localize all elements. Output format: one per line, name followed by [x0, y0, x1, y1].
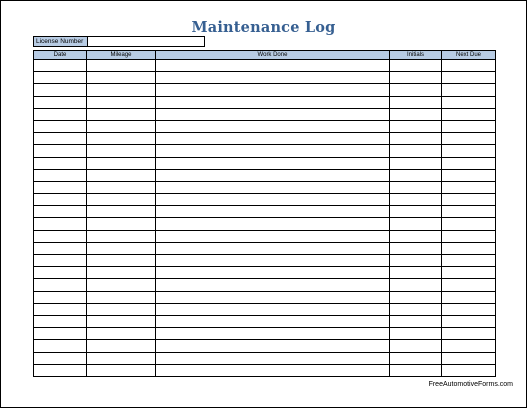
form-title: Maintenance Log	[191, 19, 336, 36]
cell-mileage[interactable]	[87, 303, 156, 315]
cell-work-done[interactable]	[156, 267, 390, 279]
cell-mileage[interactable]	[87, 218, 156, 230]
cell-work-done[interactable]	[156, 145, 390, 157]
cell-date[interactable]	[34, 218, 87, 230]
cell-initials[interactable]	[390, 279, 442, 291]
cell-work-done[interactable]	[156, 72, 390, 84]
cell-mileage[interactable]	[87, 267, 156, 279]
table-row	[34, 303, 496, 315]
cell-next-due[interactable]	[442, 340, 496, 352]
license-number-field[interactable]	[87, 36, 205, 47]
cell-next-due[interactable]	[442, 96, 496, 108]
column-header-mileage: Mileage	[87, 51, 156, 60]
cell-next-due[interactable]	[442, 181, 496, 193]
cell-work-done[interactable]	[156, 255, 390, 267]
table-row	[34, 60, 496, 72]
cell-next-due[interactable]	[442, 133, 496, 145]
cell-mileage[interactable]	[87, 169, 156, 181]
table-row	[34, 315, 496, 327]
cell-work-done[interactable]	[156, 315, 390, 327]
column-header-date: Date	[34, 51, 87, 60]
table-row	[34, 108, 496, 120]
cell-date[interactable]	[34, 267, 87, 279]
table-header-row	[34, 51, 496, 60]
table-row	[34, 181, 496, 193]
table-row	[34, 255, 496, 267]
table-row	[34, 267, 496, 279]
cell-mileage[interactable]	[87, 255, 156, 267]
cell-mileage[interactable]	[87, 328, 156, 340]
cell-date[interactable]	[34, 72, 87, 84]
cell-work-done[interactable]	[156, 133, 390, 145]
cell-date[interactable]	[34, 60, 87, 72]
cell-work-done[interactable]	[156, 352, 390, 364]
cell-initials[interactable]	[390, 194, 442, 206]
cell-mileage[interactable]	[87, 181, 156, 193]
cell-next-due[interactable]	[442, 157, 496, 169]
cell-date[interactable]	[34, 206, 87, 218]
cell-next-due[interactable]	[442, 145, 496, 157]
footer-website: FreeAutomotiveForms.com	[428, 381, 513, 388]
cell-work-done[interactable]	[156, 108, 390, 120]
table-row	[34, 218, 496, 230]
cell-work-done[interactable]	[156, 169, 390, 181]
cell-date[interactable]	[34, 169, 87, 181]
cell-initials[interactable]	[390, 108, 442, 120]
cell-next-due[interactable]	[442, 194, 496, 206]
cell-mileage[interactable]	[87, 133, 156, 145]
cell-date[interactable]	[34, 230, 87, 242]
cell-work-done[interactable]	[156, 230, 390, 242]
cell-work-done[interactable]	[156, 364, 390, 376]
cell-next-due[interactable]	[442, 315, 496, 327]
table-row	[34, 84, 496, 96]
cell-date[interactable]	[34, 303, 87, 315]
cell-next-due[interactable]	[442, 328, 496, 340]
cell-initials[interactable]	[390, 206, 442, 218]
table-row	[34, 206, 496, 218]
cell-initials[interactable]	[390, 364, 442, 376]
cell-initials[interactable]	[390, 84, 442, 96]
cell-mileage[interactable]	[87, 291, 156, 303]
table-row	[34, 96, 496, 108]
cell-mileage[interactable]	[87, 145, 156, 157]
cell-mileage[interactable]	[87, 60, 156, 72]
cell-mileage[interactable]	[87, 352, 156, 364]
cell-date[interactable]	[34, 340, 87, 352]
cell-work-done[interactable]	[156, 328, 390, 340]
cell-date[interactable]	[34, 328, 87, 340]
table-row	[34, 145, 496, 157]
cell-work-done[interactable]	[156, 242, 390, 254]
license-number-label: License Number	[33, 36, 89, 47]
cell-next-due[interactable]	[442, 291, 496, 303]
cell-work-done[interactable]	[156, 96, 390, 108]
cell-next-due[interactable]	[442, 242, 496, 254]
cell-mileage[interactable]	[87, 96, 156, 108]
table-row	[34, 352, 496, 364]
maintenance-log-table	[33, 50, 496, 377]
table-row	[34, 72, 496, 84]
cell-mileage[interactable]	[87, 242, 156, 254]
cell-work-done[interactable]	[156, 340, 390, 352]
table-row	[34, 230, 496, 242]
cell-date[interactable]	[34, 364, 87, 376]
table-row	[34, 340, 496, 352]
cell-work-done[interactable]	[156, 218, 390, 230]
column-header-initials: Initials	[390, 51, 442, 60]
cell-work-done[interactable]	[156, 303, 390, 315]
cell-date[interactable]	[34, 96, 87, 108]
cell-initials[interactable]	[390, 267, 442, 279]
cell-next-due[interactable]	[442, 206, 496, 218]
cell-initials[interactable]	[390, 72, 442, 84]
cell-next-due[interactable]	[442, 230, 496, 242]
cell-initials[interactable]	[390, 157, 442, 169]
cell-work-done[interactable]	[156, 206, 390, 218]
cell-date[interactable]	[34, 120, 87, 132]
cell-mileage[interactable]	[87, 315, 156, 327]
cell-mileage[interactable]	[87, 108, 156, 120]
table-row	[34, 242, 496, 254]
table-row	[34, 194, 496, 206]
cell-mileage[interactable]	[87, 279, 156, 291]
cell-initials[interactable]	[390, 291, 442, 303]
cell-initials[interactable]	[390, 133, 442, 145]
cell-initials[interactable]	[390, 315, 442, 327]
cell-initials[interactable]	[390, 328, 442, 340]
cell-date[interactable]	[34, 291, 87, 303]
table-row	[34, 120, 496, 132]
cell-initials[interactable]	[390, 242, 442, 254]
cell-date[interactable]	[34, 84, 87, 96]
cell-date[interactable]	[34, 279, 87, 291]
cell-next-due[interactable]	[442, 169, 496, 181]
cell-mileage[interactable]	[87, 84, 156, 96]
cell-date[interactable]	[34, 157, 87, 169]
cell-mileage[interactable]	[87, 230, 156, 242]
cell-next-due[interactable]	[442, 303, 496, 315]
cell-work-done[interactable]	[156, 84, 390, 96]
cell-date[interactable]	[34, 133, 87, 145]
cell-date[interactable]	[34, 194, 87, 206]
cell-next-due[interactable]	[442, 120, 496, 132]
cell-next-due[interactable]	[442, 60, 496, 72]
cell-initials[interactable]	[390, 96, 442, 108]
cell-mileage[interactable]	[87, 364, 156, 376]
cell-initials[interactable]	[390, 303, 442, 315]
cell-date[interactable]	[34, 242, 87, 254]
cell-mileage[interactable]	[87, 72, 156, 84]
cell-mileage[interactable]	[87, 194, 156, 206]
table-row	[34, 169, 496, 181]
cell-date[interactable]	[34, 352, 87, 364]
cell-initials[interactable]	[390, 218, 442, 230]
cell-date[interactable]	[34, 255, 87, 267]
table-row	[34, 291, 496, 303]
table-row	[34, 157, 496, 169]
table-row	[34, 328, 496, 340]
cell-next-due[interactable]	[442, 218, 496, 230]
cell-next-due[interactable]	[442, 255, 496, 267]
table-row	[34, 133, 496, 145]
cell-mileage[interactable]	[87, 340, 156, 352]
cell-work-done[interactable]	[156, 120, 390, 132]
cell-date[interactable]	[34, 181, 87, 193]
cell-initials[interactable]	[390, 340, 442, 352]
cell-work-done[interactable]	[156, 279, 390, 291]
column-header-work-done: Work Done	[156, 51, 390, 60]
cell-mileage[interactable]	[87, 120, 156, 132]
cell-work-done[interactable]	[156, 60, 390, 72]
cell-next-due[interactable]	[442, 352, 496, 364]
cell-initials[interactable]	[390, 120, 442, 132]
cell-next-due[interactable]	[442, 108, 496, 120]
column-header-next-due: Next Due	[442, 51, 496, 60]
cell-mileage[interactable]	[87, 206, 156, 218]
cell-work-done[interactable]	[156, 157, 390, 169]
cell-next-due[interactable]	[442, 84, 496, 96]
cell-next-due[interactable]	[442, 72, 496, 84]
cell-mileage[interactable]	[87, 157, 156, 169]
cell-date[interactable]	[34, 108, 87, 120]
cell-next-due[interactable]	[442, 364, 496, 376]
table-body	[34, 60, 496, 377]
cell-initials[interactable]	[390, 145, 442, 157]
cell-initials[interactable]	[390, 169, 442, 181]
cell-next-due[interactable]	[442, 279, 496, 291]
cell-date[interactable]	[34, 145, 87, 157]
cell-next-due[interactable]	[442, 267, 496, 279]
table-row	[34, 279, 496, 291]
cell-date[interactable]	[34, 315, 87, 327]
cell-work-done[interactable]	[156, 181, 390, 193]
cell-initials[interactable]	[390, 230, 442, 242]
cell-work-done[interactable]	[156, 194, 390, 206]
cell-work-done[interactable]	[156, 291, 390, 303]
table-row	[34, 364, 496, 376]
cell-initials[interactable]	[390, 60, 442, 72]
cell-initials[interactable]	[390, 352, 442, 364]
cell-initials[interactable]	[390, 181, 442, 193]
cell-initials[interactable]	[390, 255, 442, 267]
